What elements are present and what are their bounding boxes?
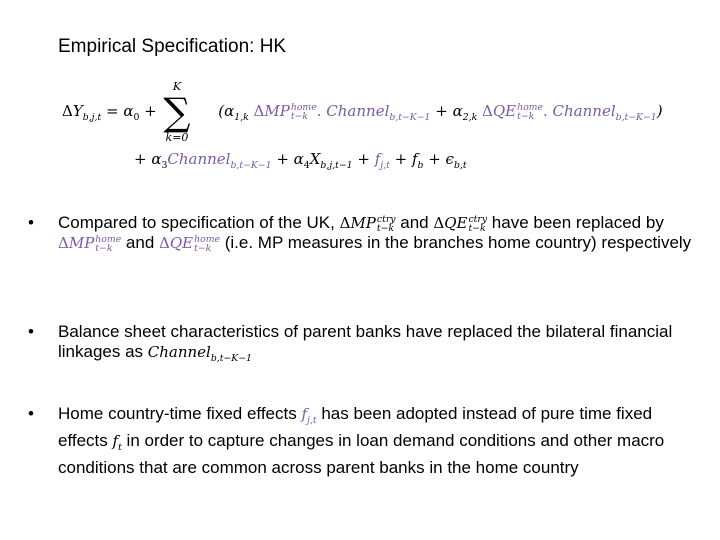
bullet-1: Compared to specification of the UK, ΔMP ctry t−k and ΔQE ctry t−k have been replaced by ΔMP home t−k and ΔQE home t−k (i.e. MP measures in the branches home country) respectively: [58, 213, 692, 255]
slide-title: Empirical Specification: HK: [58, 36, 287, 57]
bullet-marker: •: [28, 404, 34, 423]
equation-line-2: + $\alpha_3Channel_{b,t-K-1} + \alpha_4X_{b,j,t-1} + f_{j,t} + f_b + \epsilon_{b,t}$: [134, 150, 467, 172]
bullet-2: Balance sheet characteristics of parent banks have replaced the bilateral financial linkages as Channel$_{b,t-K-1}$: [58, 322, 673, 365]
bullet-3: Home country-time fixed effects $f_{j,t}$ has been adopted instead of pure time fixed effects $f_t$ in order to capture changes in loan demand conditions and other macro conditions that are common across parent banks in the home country: [58, 404, 665, 478]
bullet-marker: •: [28, 322, 34, 341]
bullet-marker: •: [28, 213, 34, 232]
equation-line-1: $\Delta Y_{b,j,t} = \alpha_0 + (\alpha_{1,k}$ ΔMP home t−k . Channel$_{b,t-K-1}$ + $\alpha_{2,k}$ ΔQE home t−k . Channel$_{b,t-K-1}$): [62, 101, 663, 124]
summation-symbol: K ∑ k=0: [163, 80, 191, 144]
